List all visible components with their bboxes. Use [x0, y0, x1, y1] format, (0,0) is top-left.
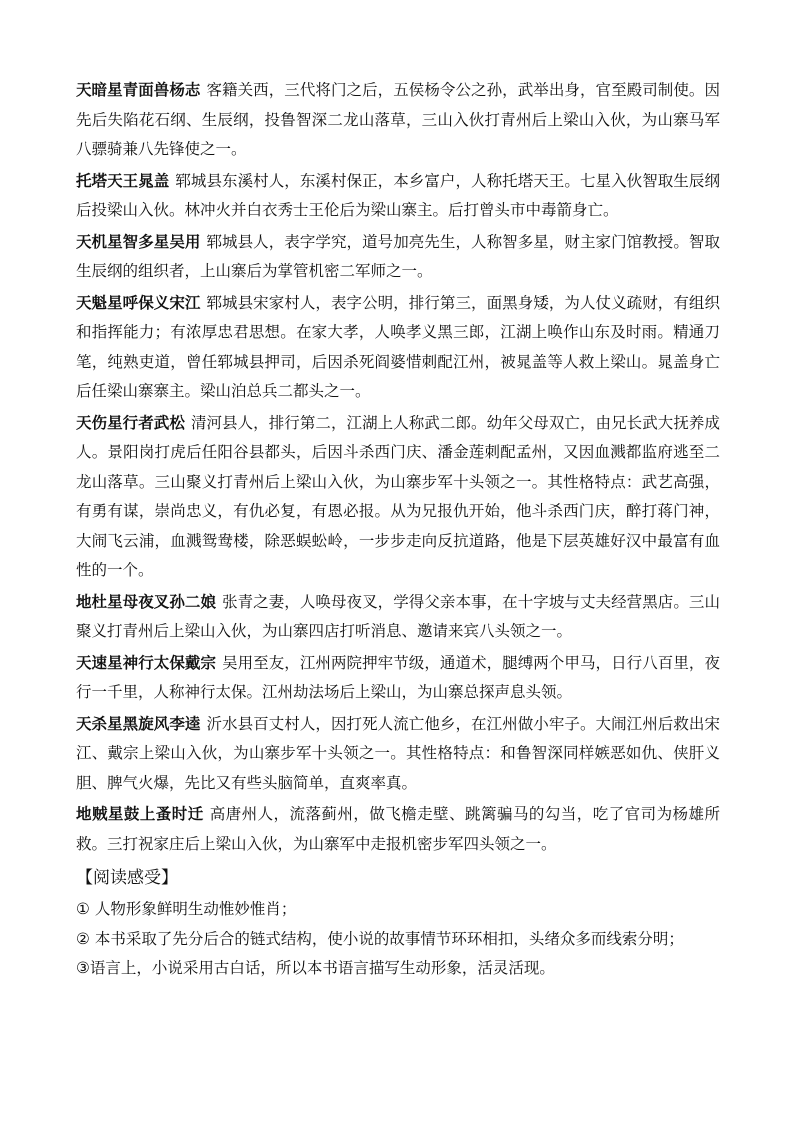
character-entry-song-jiang [76, 289, 720, 407]
reading-point: ③语言上，小说采用古白话，所以本书语言描写生动形象，活灵活现。 [76, 959, 555, 977]
character-name: 托塔天王晁盖 [76, 171, 170, 190]
character-bio: 郓城县东溪村人，东溪村保正，本乡富户，人称托塔天王。七星入伙智取生辰纲后投梁山入伙。林冲火并白衣秀士王伦后为梁山寨主。后打曾头市中毒箭身亡。 [76, 171, 720, 219]
character-bio: 张青之妻，人唤母夜叉，学得父亲本事，在十字坡与丈夫经营黑店。三山聚义打青州后上梁山入伙，为山寨四店打听消息、邀请来宾八头领之一。 [76, 592, 720, 640]
section-title-reading: 【阅读感受】 [76, 868, 178, 888]
character-name: 天速星神行太保戴宗 [76, 653, 217, 672]
character-entry-yang-zhi [76, 76, 720, 165]
character-entry-dai-zong [76, 649, 720, 708]
character-bio: 高唐州人，流落蓟州，做飞檐走壁、跳篱骗马的勾当，吃了官司为杨雄所救。三打祝家庄后上梁山入伙，为山寨军中走报机密步军四头领之一。 [76, 805, 720, 853]
character-bio: 沂水县百丈村人，因打死人流亡他乡，在江州做小牢子。大闹江州后救出宋江、戴宗上梁山入伙，为山寨步军十头领之一。其性格特点：和鲁智深同样嫉恶如仇、侠肝义胆、脾气火爆，先比又有些头脑简单，直爽率真。 [76, 714, 720, 792]
character-name: 天机星智多星吴用 [76, 232, 201, 251]
character-name: 天杀星黑旋风李逵 [76, 714, 201, 733]
character-name: 天魁星呼保义宋江 [76, 293, 201, 312]
character-bio: 清河县人，排行第二，江湖上人称武二郎。幼年父母双亡，由兄长武大抚养成人。景阳岗打虎后任阳谷县都头，后因斗杀西门庆、潘金莲刺配孟州，又因血溅都监府逃至二龙山落草。三山聚义打青州后上梁山入伙，为山寨步军十头领之一。其性格特点：武艺高强，有勇有谋，崇尚忠义，有仇必复，有恩必报。从为兄报仇开始，他斗杀西门庆，醉打蒋门神，大闹飞云浦，血溅鸳鸯楼，除恶蜈蚣岭，一步步走向反抗道路，他是下层英雄好汉中最富有血性的一个。 [76, 413, 720, 579]
reading-point: ② 本书采取了先分后合的链式结构，使小说的故事情节环环相扣，头绪众多而线索分明； [76, 929, 684, 948]
character-name: 天伤星行者武松 [76, 413, 185, 432]
character-name: 地贼星鼓上蚤时迁 [76, 805, 204, 823]
character-entry-wu-song [76, 409, 720, 586]
reading-point: ① 人物形象鲜明生动惟妙惟肖； [76, 900, 297, 918]
character-entry-chao-gai [76, 167, 720, 226]
document-page [76, 76, 720, 984]
character-entry-li-kui [76, 710, 720, 799]
character-name: 地杜星母夜叉孙二娘 [76, 592, 217, 611]
character-bio: 吴用至友，江州两院押牢节级，通道术，腿缚两个甲马，日行八百里，夜行一千里，人称神行太保。江州劫法场后上梁山，为山寨总探声息头领。 [76, 653, 720, 701]
character-bio: 郓城县人，表字学究，道号加亮先生，人称智多星，财主家门馆教授。智取生辰纲的组织者，上山寨后为掌管机密二军师之一。 [76, 232, 720, 280]
character-entry-wu-yong [76, 228, 720, 287]
character-name: 天暗星青面兽杨志 [76, 81, 201, 99]
character-bio: 客籍关西，三代将门之后，五侯杨令公之孙，武举出身，官至殿司制使。因先后失陷花石纲、生辰纲，投鲁智深二龙山落草，三山入伙打青州后上梁山入伙，为山寨马军八骠骑兼八先锋使之一。 [76, 81, 720, 158]
character-bio: 郓城县宋家村人，表字公明，排行第三，面黑身矮，为人仗义疏财，有组织和指挥能力；有浓厚忠君思想。在家大孝，人唤孝义黑三郎，江湖上唤作山东及时雨。精通刀笔，纯熟吏道，曾任郓城县押司，后因杀死阎婆惜刺配江州，被晁盖等人救上梁山。晁盖身亡后任梁山寨寨主。梁山泊总兵二都头之一。 [76, 293, 720, 400]
character-entry-shi-qian [76, 800, 720, 859]
character-entry-sun-erniang [76, 588, 720, 647]
